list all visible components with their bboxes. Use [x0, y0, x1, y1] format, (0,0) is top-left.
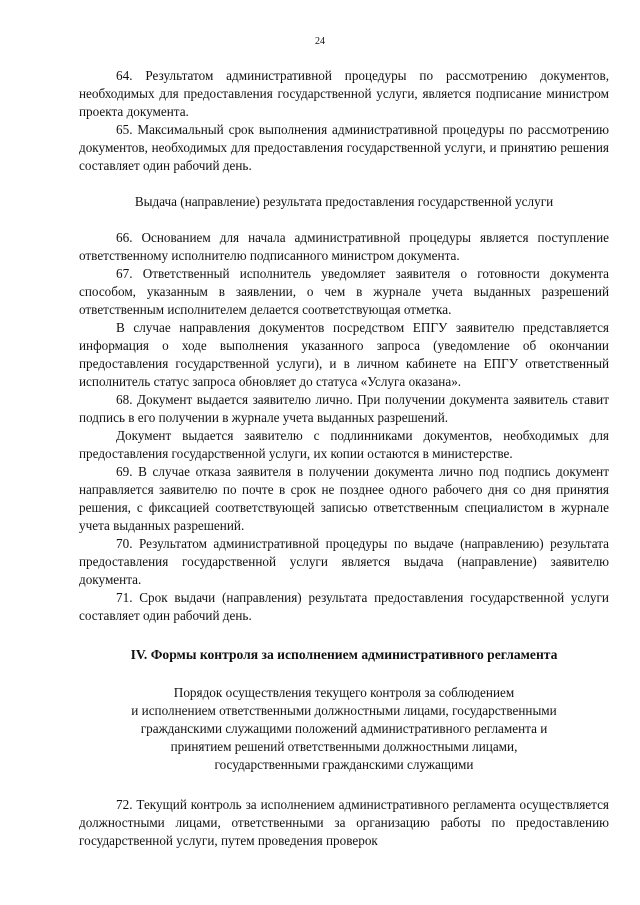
- paragraph-66: 66. Основанием для начала административной процедуры является поступление ответственному исполнителю подписанного министром документа.: [79, 230, 609, 263]
- paragraph-72: 72. Текущий контроль за исполнением административного регламента осуществляется должностными лицами, ответственными за организацию работы по предоставлению государственной услуги, путем проведения проверок: [79, 797, 609, 848]
- paragraph-71: 71. Срок выдачи (направления) результата предоставления государственной услуги составляет один рабочий день.: [79, 590, 609, 623]
- paragraph-68-copies: Документ выдается заявителю с подлинниками документов, необходимых для предоставления государственной услуги, их копии остаются в министерстве.: [79, 428, 609, 461]
- section-iv-title: IV. Формы контроля за исполнением административного регламента: [130, 647, 558, 662]
- subheading-current-control: [79, 684, 609, 774]
- subheading-line: принятием решений ответственными должностными лицами,: [170, 739, 518, 754]
- page-number: 24: [315, 36, 325, 47]
- page-content: [79, 67, 609, 850]
- spacer: [79, 211, 609, 229]
- paragraph-70: 70. Результатом административной процедуры по выдаче (направлению) результата предоставления государственной услуги является выдача (направление) заявителю документа.: [79, 536, 609, 587]
- paragraph-65: 65. Максимальный срок выполнения административной процедуры по рассмотрению документов, необходимых для предоставления государственной услуги, и принятию решения составляет один рабочий день.: [79, 122, 609, 173]
- spacer: [79, 774, 609, 796]
- subheading-line: гражданскими служащими положений административного регламента и: [140, 721, 548, 736]
- paragraph-67: 67. Ответственный исполнитель уведомляет заявителя о готовности документа способом, указанным в заявлении, о чем в журнале учета выданных разрешений ответственным исполнителем делается соответствующая отметка.: [79, 266, 609, 317]
- paragraph-67-epgu: В случае направления документов посредством ЕПГУ заявителю представляется информация о ходе выполнения указанного запроса (уведомление об окончании предоставления государственной услуги), и в личном кабинете на ЕПГУ ответственный исполнитель статус запроса обновляет до статуса «Услуга оказана».: [79, 320, 609, 389]
- subheading-line: и исполнением ответственными должностными лицами, государственными: [131, 703, 557, 718]
- spacer: [79, 664, 609, 684]
- subheading-line: государственными гражданскими служащими: [214, 757, 474, 772]
- subheading-line: Порядок осуществления текущего контроля за соблюдением: [173, 685, 515, 700]
- paragraph-64: 64. Результатом административной процедуры по рассмотрению документов, необходимых для предоставления государственной услуги, является подписание министром проекта документа.: [79, 68, 609, 119]
- spacer: [79, 175, 609, 193]
- paragraph-69: 69. В случае отказа заявителя в получении документа лично под подпись документ направляется заявителю по почте в срок не позднее одного рабочего дня со дня принятия решения, с фиксацией соответствующей записью ответственным специалистом в журнале учета выданных разрешений.: [79, 464, 609, 533]
- heading-issue-result: Выдача (направление) результата предоставления государственной услуги: [134, 194, 554, 209]
- spacer: [79, 625, 609, 646]
- paragraph-68: 68. Документ выдается заявителю лично. При получении документа заявитель ставит подпись в его получении в журнале учета выданных разрешений.: [79, 392, 609, 425]
